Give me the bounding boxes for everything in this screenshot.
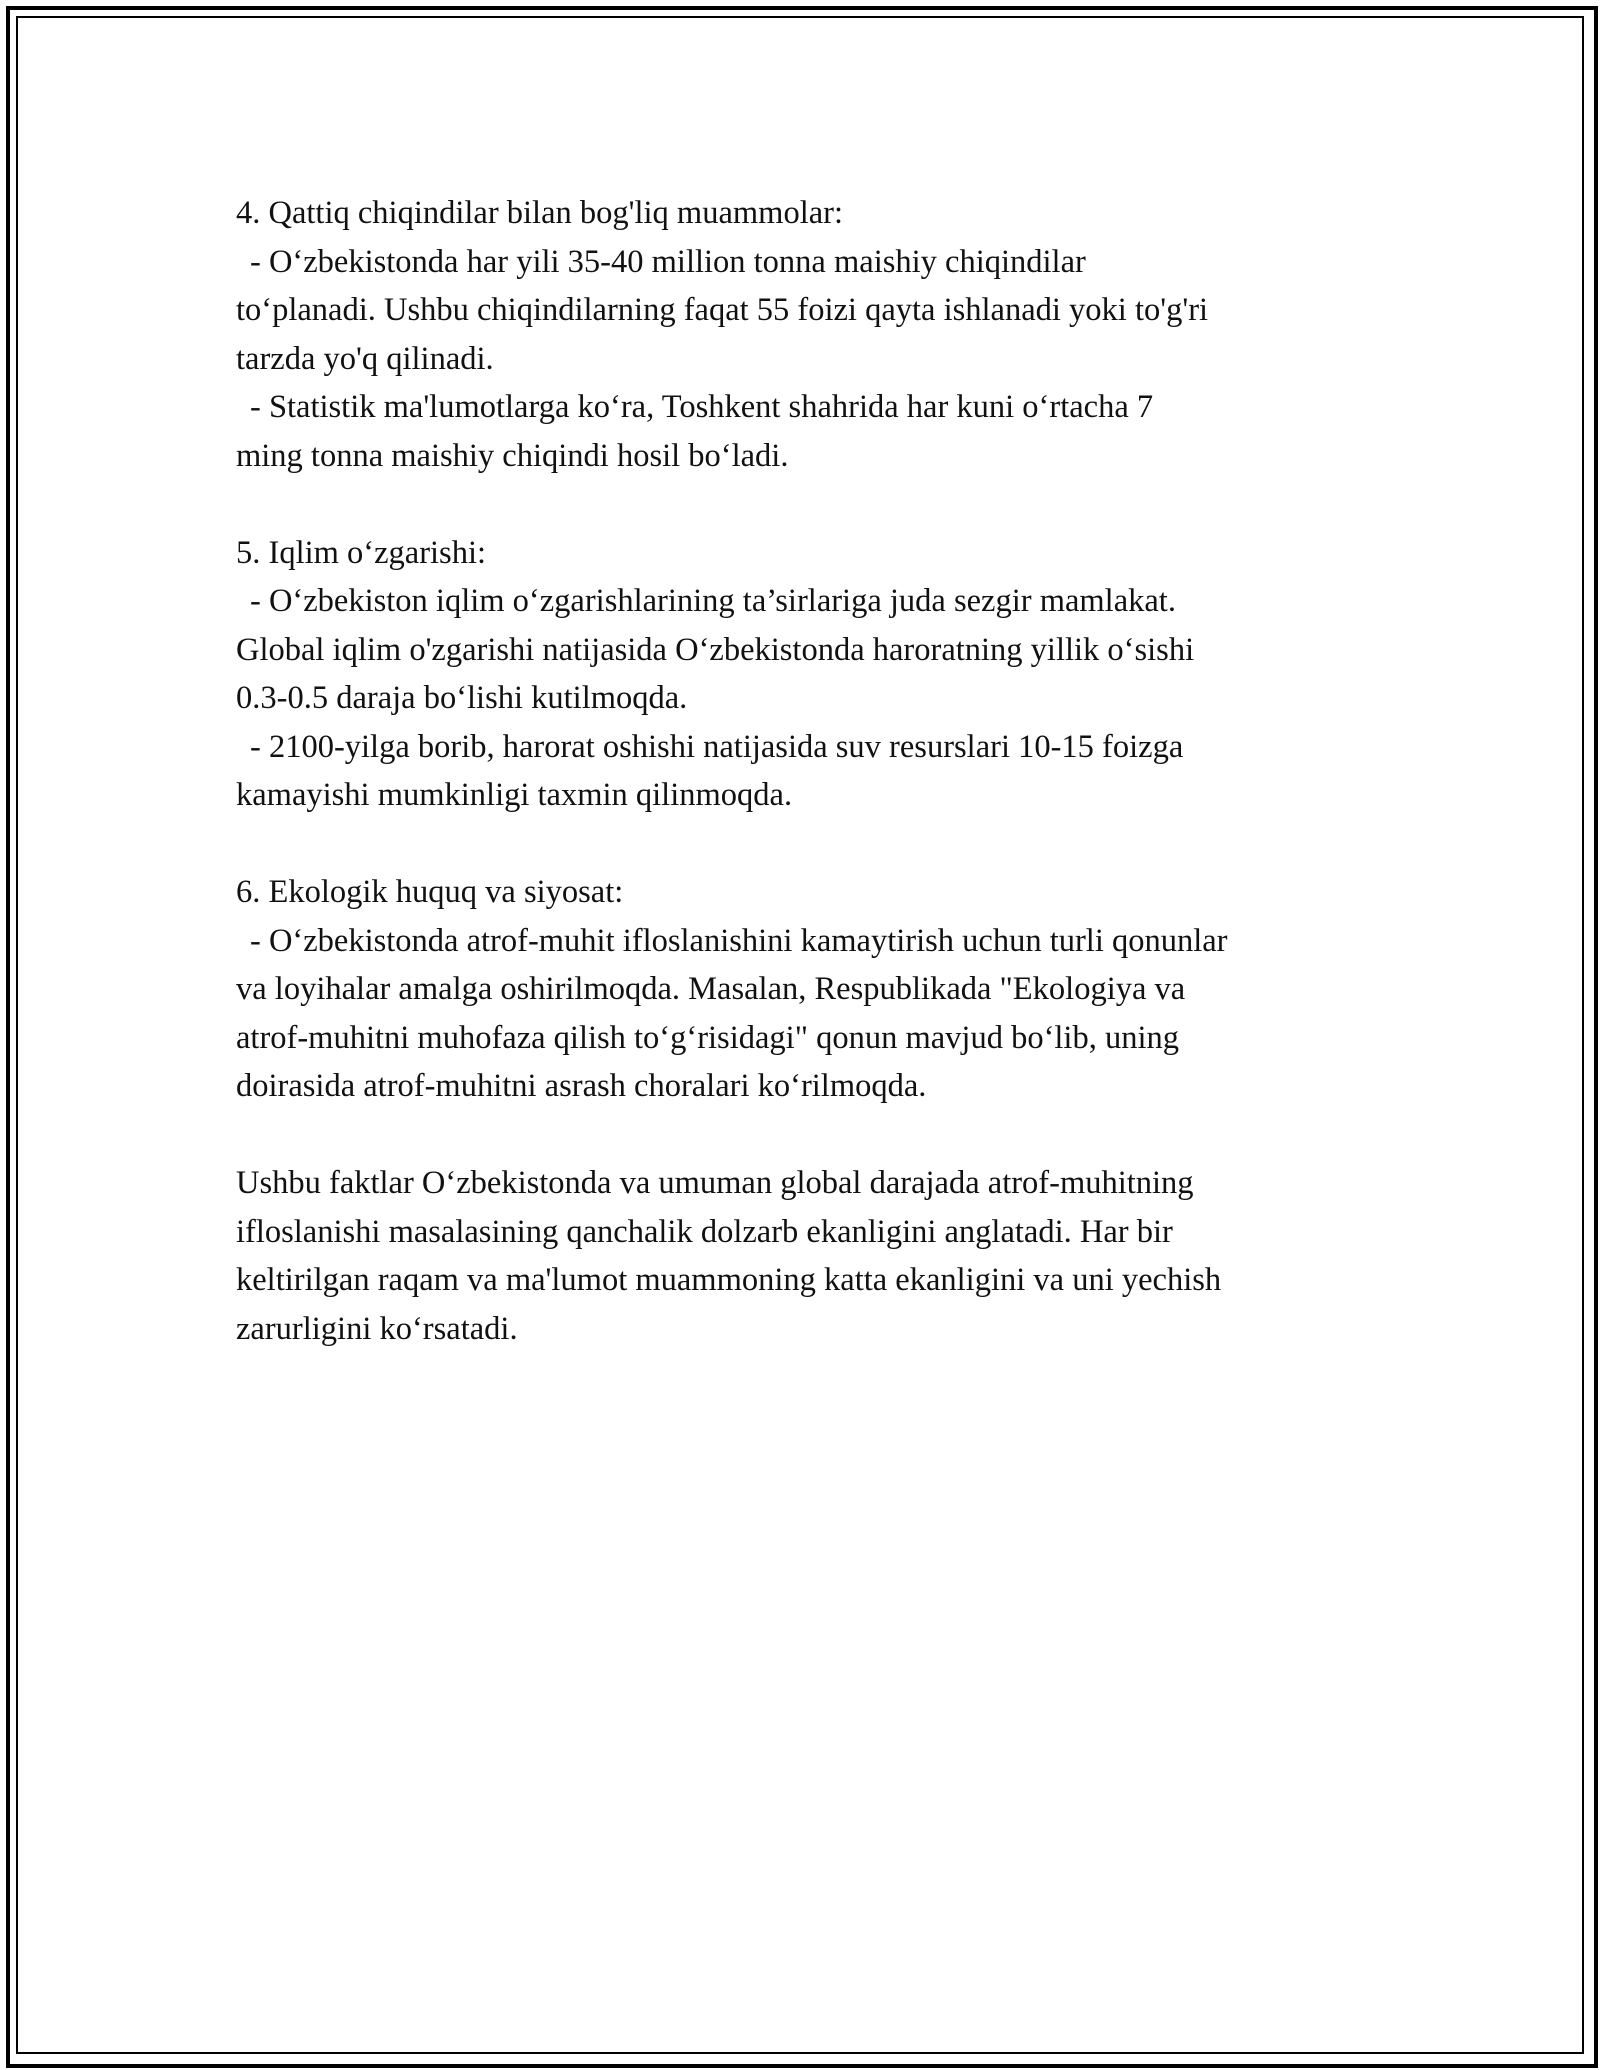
conclusion-line: Ushbu faktlar O‘zbekistonda va umuman global darajada atrof-muhitning (236, 1165, 1194, 1201)
bullet-line: Global iqlim o'zgarishi natijasida O‘zbekistonda haroratning yillik o‘sishi (236, 631, 1195, 668)
section-heading: 4. Qattiq chiqindilar bilan bog'liq muammolar: (236, 195, 843, 231)
bullet-item (236, 917, 1396, 1111)
bullet-line: - O‘zbekiston iqlim o‘zgarishlarining ta’sirlariga juda sezgir mamlakat. (250, 583, 1176, 619)
section-solid-waste (236, 189, 1396, 480)
conclusion-line: zarurligini ko‘rsatadi. (236, 1310, 518, 1347)
bullet-item (236, 238, 1396, 384)
conclusion-line: ifloslanishi masalasining qanchalik dolzarb ekanligini anglatadi. Har bir (236, 1213, 1173, 1250)
bullet-line: - 2100-yilga borib, harorat oshishi natijasida suv resurslari 10-15 foizga (250, 728, 1184, 765)
bullet-item (236, 577, 1396, 723)
paragraph-gap (236, 480, 1396, 529)
conclusion-paragraph (236, 1159, 1396, 1353)
bullet-line: tarzda yo'q qilinadi. (236, 340, 494, 377)
section-climate-change (236, 529, 1396, 820)
paragraph-gap (236, 1111, 1396, 1160)
bullet-line: doirasida atrof-muhitni asrash choralari ko‘rilmoqda. (236, 1068, 927, 1104)
bullet-item (236, 383, 1396, 480)
bullet-line: va loyihalar amalga oshirilmoqda. Masalan, Respublikada "Ekologiya va (236, 971, 1186, 1007)
bullet-line: - O‘zbekistonda atrof-muhit ifloslanishini kamaytirish uchun turli qonunlar (250, 922, 1228, 959)
bullet-line: kamayishi mumkinligi taxmin qilinmoqda. (236, 777, 793, 813)
bullet-line: atrof-muhitni muhofaza qilish to‘g‘risidagi" qonun mavjud bo‘lib, uning (236, 1019, 1179, 1056)
section-ecological-law (236, 868, 1396, 1111)
bullet-line: - Statistik ma'lumotlarga ko‘ra, Toshkent shahrida har kuni o‘rtacha 7 (250, 389, 1154, 425)
paragraph-gap (236, 820, 1396, 869)
bullet-line: to‘planadi. Ushbu chiqindilarning faqat 55 foizi qayta ishlanadi yoki to'g'ri (236, 292, 1209, 328)
section-heading: 5. Iqlim o‘zgarishi: (236, 534, 487, 571)
section-heading: 6. Ekologik huquq va siyosat: (236, 874, 624, 910)
document-body (236, 189, 1396, 1353)
bullet-line: ming tonna maishiy chiqindi hosil bo‘ladi. (236, 437, 789, 474)
bullet-item (236, 723, 1396, 820)
conclusion-line: keltirilgan raqam va ma'lumot muammoning katta ekanligini va uni yechish (236, 1262, 1222, 1298)
bullet-line: 0.3-0.5 daraja bo‘lishi kutilmoqda. (236, 680, 688, 716)
bullet-line: - O‘zbekistonda har yili 35-40 million tonna maishiy chiqindilar (250, 243, 1086, 280)
